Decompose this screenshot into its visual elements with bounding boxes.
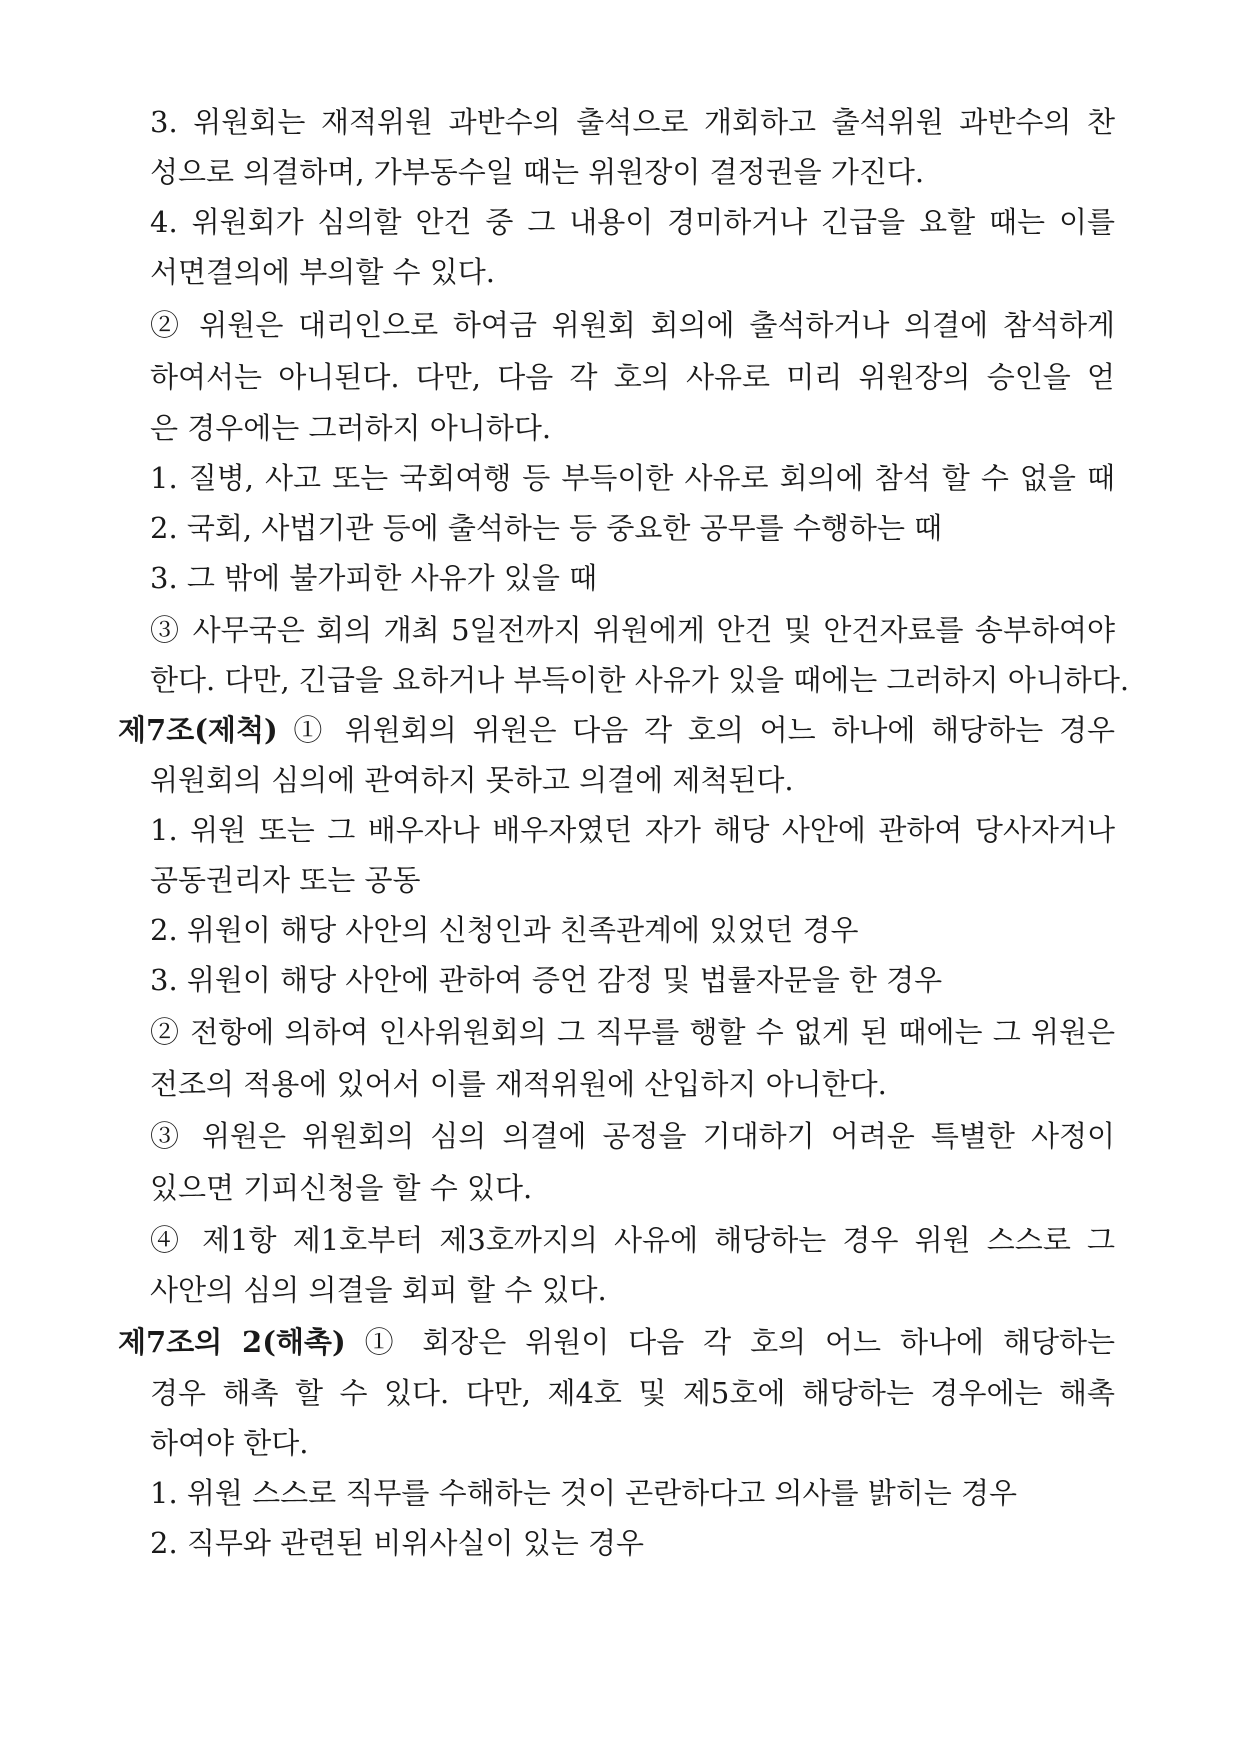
article-text: ① 회장은 위원이 다음 각 호의 어느 하나에 해당하는: [345, 1325, 1116, 1359]
paragraph-line: 3. 위원회는 재적위원 과반수의 출석으로 개회하고 출석위원 과반수의 찬: [150, 105, 1115, 139]
paragraph-line: 전조의 적용에 있어서 이를 재적위원에 산입하지 아니한다.: [150, 1067, 887, 1101]
paragraph-line: 있으면 기피신청을 할 수 있다.: [150, 1171, 533, 1205]
paragraph-line: 경우 해촉 할 수 있다. 다만, 제4호 및 제5호에 해당하는 경우에는 해촉: [150, 1376, 1115, 1410]
paragraph-line: 1. 위원 또는 그 배우자나 배우자였던 자가 해당 사안에 관하여 당사자거나: [150, 813, 1115, 847]
paragraph-line: 1. 질병, 사고 또는 국회여행 등 부득이한 사유로 회의에 참석 할 수 없을 때: [150, 461, 1115, 495]
paragraph-line: ② 위원은 대리인으로 하여금 위원회 회의에 출석하거나 의결에 참석하게: [150, 308, 1115, 342]
paragraph-line: 은 경우에는 그러하지 아니하다.: [150, 411, 552, 445]
paragraph-line: ④ 제1항 제1호부터 제3호까지의 사유에 해당하는 경우 위원 스스로 그: [150, 1223, 1115, 1257]
paragraph-line: 2. 국회, 사법기관 등에 출석하는 등 중요한 공무를 수행하는 때: [150, 511, 943, 545]
paragraph-line: 한다. 다만, 긴급을 요하거나 부득이한 사유가 있을 때에는 그러하지 아니하다.: [150, 663, 1130, 697]
paragraph-line: 3. 위원이 해당 사안에 관하여 증언 감정 및 법률자문을 한 경우: [150, 963, 943, 997]
paragraph-line: 공동권리자 또는 공동: [150, 863, 421, 897]
paragraph-line: 성으로 의결하며, 가부동수일 때는 위원장이 결정권을 가진다.: [150, 155, 925, 189]
article-heading: 제7조(제척): [118, 713, 278, 747]
article-7-line: [118, 710, 1115, 750]
article-text: ① 위원회의 위원은 다음 각 호의 어느 하나에 해당하는 경우: [277, 713, 1115, 747]
paragraph-line: 하여야 한다.: [150, 1426, 309, 1460]
paragraph-line: 2. 위원이 해당 사안의 신청인과 친족관계에 있었던 경우: [150, 913, 859, 947]
paragraph-line: 4. 위원회가 심의할 안건 중 그 내용이 경미하거나 긴급을 요할 때는 이를: [150, 205, 1115, 239]
paragraph-line: ② 전항에 의하여 인사위원회의 그 직무를 행할 수 없게 된 때에는 그 위원은: [150, 1015, 1115, 1049]
paragraph-line: ③ 사무국은 회의 개최 5일전까지 위원에게 안건 및 안건자료를 송부하여야: [150, 613, 1115, 647]
paragraph-line: 3. 그 밖에 불가피한 사유가 있을 때: [150, 561, 598, 595]
article-heading: 제7조의 2(해촉): [118, 1325, 346, 1359]
paragraph-line: 서면결의에 부의할 수 있다.: [150, 255, 496, 289]
paragraph-line: 1. 위원 스스로 직무를 수해하는 것이 곤란하다고 의사를 밝히는 경우: [150, 1476, 1018, 1510]
paragraph-line: 2. 직무와 관련된 비위사실이 있는 경우: [150, 1526, 644, 1560]
paragraph-line: 하여서는 아니된다. 다만, 다음 각 호의 사유로 미리 위원장의 승인을 얻: [150, 360, 1115, 394]
article-7-2-line: [118, 1322, 1115, 1362]
paragraph-line: 위원회의 심의에 관여하지 못하고 의결에 제척된다.: [150, 763, 794, 797]
paragraph-line: 사안의 심의 의결을 회피 할 수 있다.: [150, 1273, 607, 1307]
paragraph-line: ③ 위원은 위원회의 심의 의결에 공정을 기대하기 어려운 특별한 사정이: [150, 1119, 1115, 1153]
